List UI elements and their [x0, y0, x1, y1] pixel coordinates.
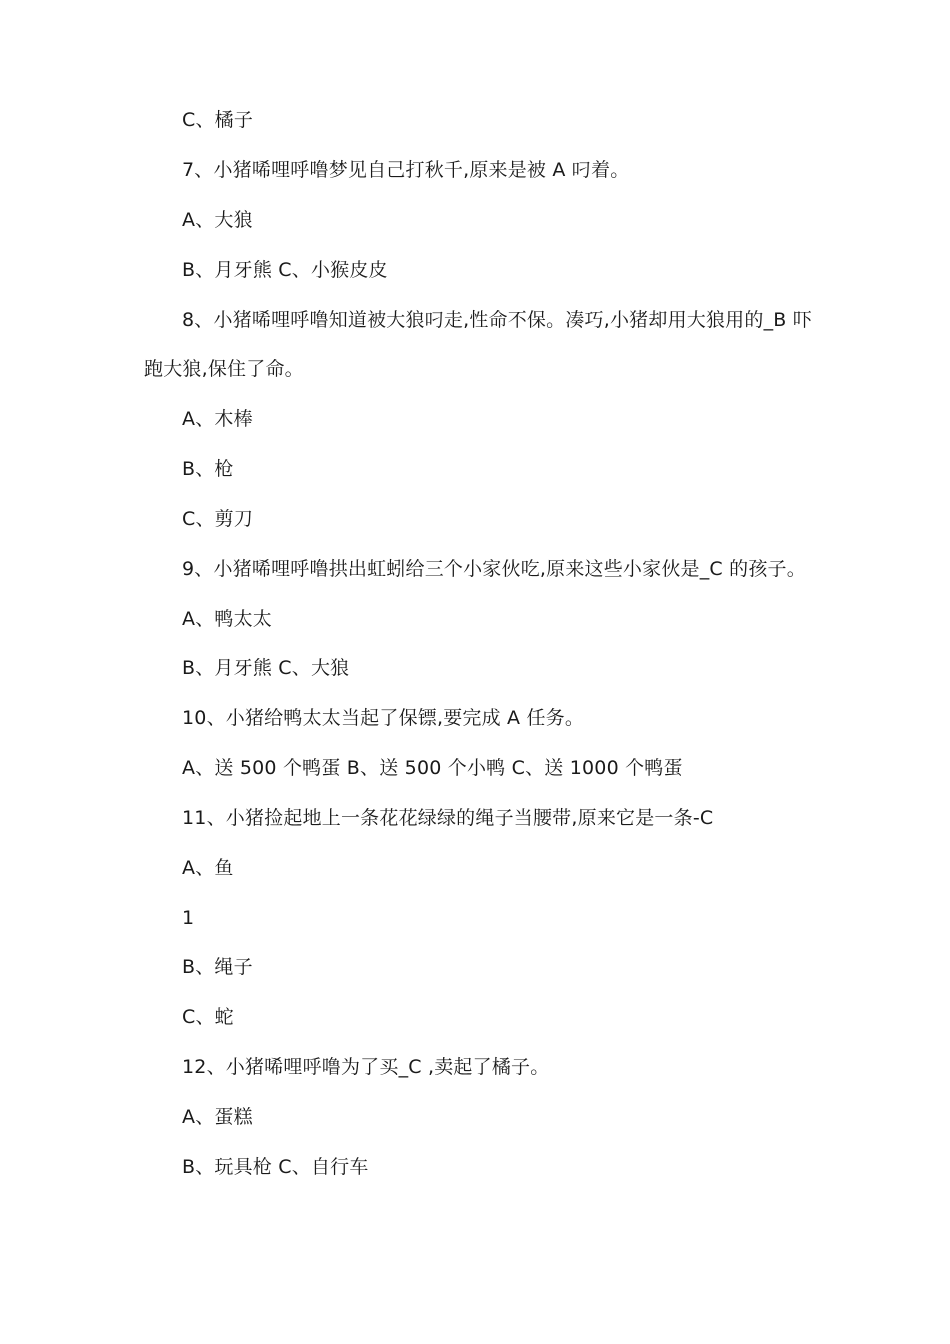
question-8-continued: 跑大狼,保住了命。 [144, 358, 304, 380]
question-9: 9、小猪唏哩呼噜拱出虹蚓给三个小家伙吃,原来这些小家伙是_C 的孩子。 [182, 558, 806, 580]
question-10: 10、小猪给鸭太太当起了保镖,要完成 A 任务。 [182, 707, 585, 729]
q7-option-a: A、大狼 [182, 209, 253, 231]
q11-option-c: C、蛇 [182, 1006, 234, 1028]
page-number: 1 [182, 907, 195, 929]
question-7: 7、小猪唏哩呼噜梦见自己打秋千,原来是被 A 叼着。 [182, 159, 630, 181]
q12-option-b-c: B、玩具枪 C、自行车 [182, 1156, 369, 1178]
question-12: 12、小猪唏哩呼噜为了买_C ,卖起了橘子。 [182, 1056, 550, 1078]
q11-option-a: A、鱼 [182, 857, 234, 879]
question-11: 11、小猪捡起地上一条花花绿绿的绳子当腰带,原来它是一条-C [182, 807, 714, 829]
q8-option-a: A、木棒 [182, 408, 253, 430]
q8-option-c: C、剪刀 [182, 508, 254, 530]
q9-option-b-c: B、月牙熊 C、大狼 [182, 657, 350, 679]
q8-option-b: B、枪 [182, 458, 234, 480]
q12-option-a: A、蛋糕 [182, 1106, 253, 1128]
q11-option-b: B、绳子 [182, 956, 253, 978]
option-c-orange: C、橘子 [182, 109, 254, 131]
q7-option-b-c: B、月牙熊 C、小猴皮皮 [182, 259, 388, 281]
q9-option-a: A、鸭太太 [182, 608, 272, 630]
question-8: 8、小猪唏哩呼噜知道被大狼叼走,性命不保。凑巧,小猪却用大狼用的_B 吓 [182, 309, 812, 331]
q10-options: A、送 500 个鸭蛋 B、送 500 个小鸭 C、送 1000 个鸭蛋 [182, 757, 683, 779]
